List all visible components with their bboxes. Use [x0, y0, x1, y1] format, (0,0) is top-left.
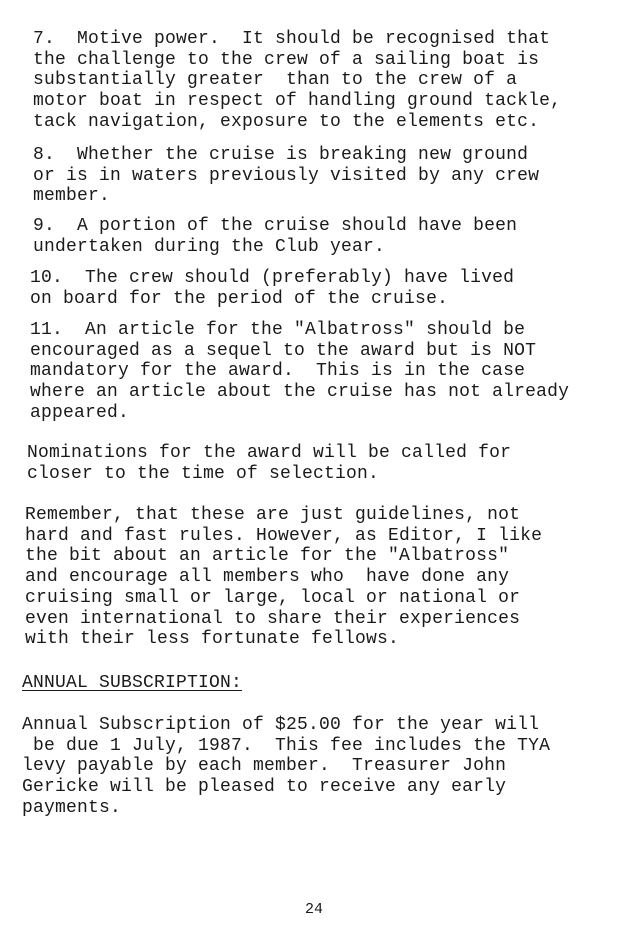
guideline-item-8 [33, 145, 539, 207]
text-line: and encourage all members who have done any [25, 567, 510, 588]
text-line: or is in waters previously visited by any crew [33, 165, 540, 186]
text-line: encouraged as a sequel to the award but is NOT [30, 340, 537, 361]
text-line: on board for the period of the cruise. [30, 288, 449, 309]
guideline-item-10 [30, 268, 514, 309]
remember-paragraph [25, 505, 542, 650]
text-line: member. [33, 186, 111, 207]
guideline-item-9 [33, 216, 517, 257]
text-line: be due 1 July, 1987. This fee includes the TYA [22, 735, 551, 756]
text-line: with their less fortunate fellows. [25, 629, 400, 650]
guideline-item-7 [33, 29, 561, 133]
text-line: closer to the time of selection. [27, 463, 380, 484]
text-line: Nominations for the award will be called for [27, 443, 512, 463]
text-line: the bit about an article for the "Albatross" [25, 546, 510, 567]
text-line: 11. An article for the "Albatross" should be [30, 320, 526, 340]
section-heading-annual-subscription: ANNUAL SUBSCRIPTION: [22, 673, 243, 693]
text-line: 10. The crew should (preferably) have lived [30, 268, 515, 288]
text-line: levy payable by each member. Treasurer John [22, 756, 507, 777]
page-number: 24 [305, 901, 324, 918]
text-line: even international to share their experiences [25, 608, 521, 629]
nominations-paragraph [27, 443, 511, 484]
text-line: hard and fast rules. However, as Editor, I like [25, 525, 543, 546]
text-line: Gericke will be pleased to receive any early [22, 777, 507, 798]
text-line: payments. [22, 797, 122, 818]
text-line: appeared. [30, 402, 130, 423]
text-line: the challenge to the crew of a sailing boat is [33, 49, 540, 70]
text-line: 8. Whether the cruise is breaking new ground [33, 145, 529, 165]
text-line: tack navigation, exposure to the elements etc. [33, 111, 540, 132]
text-line: Remember, that these are just guidelines, not [25, 505, 521, 525]
text-line: Annual Subscription of $25.00 for the year will [22, 715, 540, 735]
text-line: mandatory for the award. This is in the case [30, 361, 526, 382]
text-line: where an article about the cruise has not already [30, 382, 570, 403]
text-line: 7. Motive power. It should be recognised that [33, 29, 551, 49]
text-line: cruising small or large, local or national or [25, 587, 521, 608]
text-line: 9. A portion of the cruise should have been [33, 216, 518, 236]
text-line: motor boat in respect of handling ground tackle, [33, 91, 562, 112]
text-line: undertaken during the Club year. [33, 236, 386, 257]
text-line: substantially greater than to the crew of a [33, 70, 518, 91]
subscription-paragraph [22, 715, 550, 819]
guideline-item-11 [30, 320, 569, 424]
